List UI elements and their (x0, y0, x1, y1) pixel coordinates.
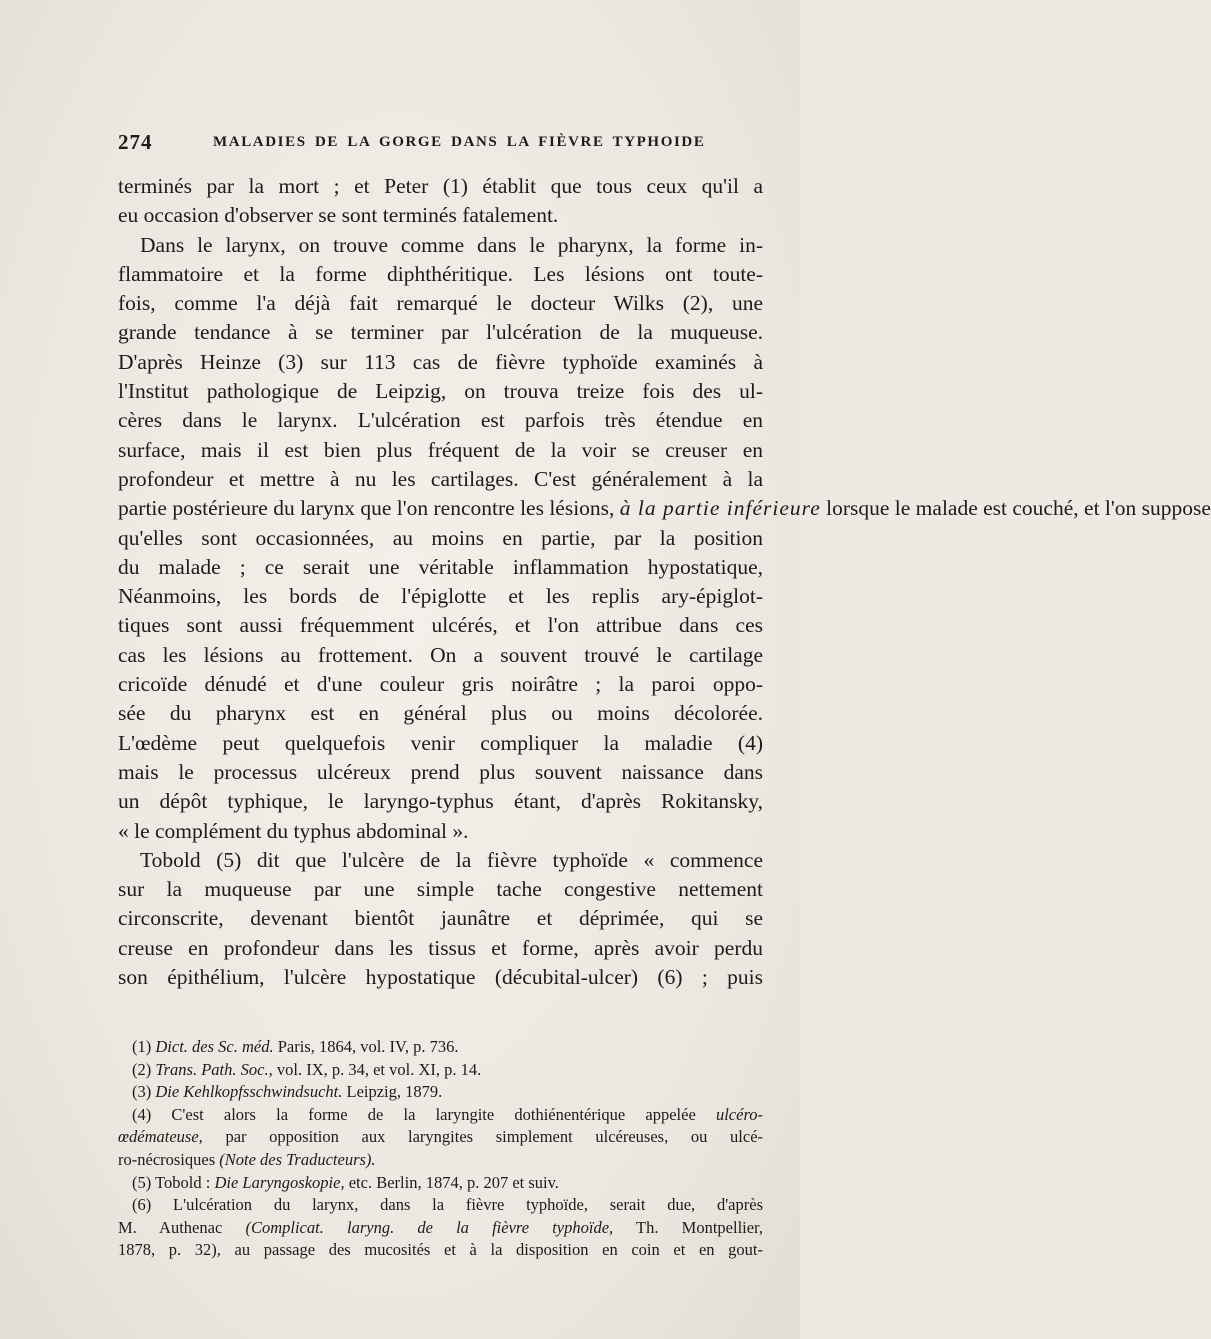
footnote-citation: (Complicat. laryng. de la fièvre typhoïde, (245, 1217, 614, 1237)
footnote-number: (3) (132, 1082, 152, 1102)
footnote-text: Tobold : (155, 1172, 211, 1192)
footnote-citation: Dict. des Sc. méd. (155, 1037, 274, 1056)
text-line: cricoïde dénudé et d'une couleur gris noirâtre ; la paroi oppo- (118, 672, 763, 697)
footnote-number: (5) (132, 1172, 152, 1192)
footnote-text: par opposition aux laryngites simplement ulcéreuses, ou ulcé- (225, 1127, 764, 1147)
footnote-4 (118, 1104, 763, 1127)
footnote-text: Paris, 1864, vol. IV, p. 736. (277, 1037, 459, 1056)
footnote-italic: œdémateuse, (118, 1127, 203, 1147)
footnote-citation: Trans. Path. Soc. (155, 1059, 269, 1079)
footnote-text: etc. Berlin, 1874, p. 207 et suiv. (348, 1172, 559, 1192)
text-line: creuse en profondeur dans les tissus et forme, après avoir perdu (118, 935, 763, 960)
text-line: grande tendance à se terminer par l'ulcération de la muqueuse. (118, 320, 763, 345)
footnote-4-end (118, 1149, 763, 1172)
italic-emphasis: à la partie inférieure (619, 496, 821, 521)
text-line: profondeur et mettre à nu les cartilages. C'est généralement à la (118, 466, 763, 491)
footnote-1 (118, 1036, 763, 1059)
text-line: l'Institut pathologique de Leipzig, on trouva treize fois des ul- (118, 379, 763, 404)
text-line: Tobold (5) dit que l'ulcère de la fièvre typhoïde « commence (140, 847, 763, 872)
text-line: Néanmoins, les bords de l'épiglotte et les replis ary-épiglot- (118, 584, 763, 609)
footnote-text: C'est alors la forme de la laryngite dothiénentérique appelée (171, 1104, 696, 1124)
footnote-citation: Die Kehlkopfsschwindsucht. (155, 1082, 343, 1102)
text-segment: partie postérieure du larynx que l'on rencontre les lésions, (118, 496, 615, 521)
page-number: 274 (118, 130, 153, 154)
text-line: mais le processus ulcéreux prend plus souvent naissance dans (118, 759, 763, 784)
footnote-text: M. Authenac (118, 1217, 223, 1237)
text-line: qu'elles sont occasionnées, au moins en partie, par la position (118, 525, 763, 550)
text-line: un dépôt typhique, le laryngo-typhus étant, d'après Rokitansky, (118, 789, 763, 814)
text-line: tiques sont aussi fréquemment ulcérés, et l'on attribue dans ces (118, 613, 763, 638)
text-line: « le complément du typhus abdominal ». (118, 818, 469, 843)
footnote-number: (1) (132, 1037, 152, 1056)
body-text (118, 172, 1211, 992)
footnote-text: ro-nécrosiques (118, 1149, 216, 1169)
text-line: fois, comme l'a déjà fait remarqué le docteur Wilks (2), une (118, 291, 763, 316)
text-line: flammatoire et la forme diphthéritique. Les lésions ont toute- (118, 261, 763, 286)
footnote-5 (118, 1172, 763, 1195)
text-line: terminés par la mort ; et Peter (1) établit que tous ceux qu'il a (118, 174, 763, 198)
text-line: son épithélium, l'ulcère hypostatique (décubital-ulcer) (6) ; puis (118, 965, 763, 990)
running-head: MALADIES DE LA GORGE DANS LA FIÈVRE TYPHOIDE (213, 134, 706, 150)
footnote-6-end (118, 1239, 763, 1262)
footnote-6 (118, 1194, 763, 1217)
text-line: sur la muqueuse par une simple tache congestive nettement (118, 877, 763, 902)
text-line: D'après Heinze (3) sur 113 cas de fièvre typhoïde examinés à (118, 349, 763, 374)
text-line: surface, mais il est bien plus fréquent de la voir se creuser en (118, 437, 763, 462)
footnote-number: (6) (132, 1195, 152, 1215)
text-line: circonscrite, devenant bientôt jaunâtre et déprimée, qui se (118, 906, 763, 931)
text-line: L'œdème peut quelquefois venir compliquer la maladie (4) (118, 730, 763, 755)
footnote-3 (118, 1081, 763, 1104)
text-line: Dans le larynx, on trouve comme dans le pharynx, la forme in- (140, 232, 763, 257)
footnote-number: (4) (132, 1104, 152, 1124)
text-line-mixed (118, 494, 1211, 523)
footnote-6-cont (118, 1217, 763, 1240)
footnote-4-cont (118, 1126, 763, 1149)
footnote-text: 1878, p. 32), au passage des mucosités et à la disposition en coin et en gout- (118, 1240, 763, 1260)
footnote-text: Leipzig, 1879. (346, 1082, 443, 1102)
text-line: sée du pharynx est en général plus ou moins décolorée. (118, 701, 763, 726)
text-line: du malade ; ce serait une véritable inflammation hypostatique, (118, 554, 763, 579)
footnote-italic: ulcéro- (715, 1104, 764, 1124)
text-line: cas les lésions au frottement. On a souvent trouvé le cartilage (118, 642, 763, 667)
footnote-number: (2) (132, 1059, 152, 1079)
footnote-2 (118, 1059, 763, 1082)
footnotes (118, 1036, 763, 1262)
page-header (118, 130, 758, 158)
footnote-text: , vol. IX, p. 34, et vol. XI, p. 14. (268, 1059, 482, 1079)
text-segment: lorsque le malade est couché, et l'on suppose (826, 496, 1211, 521)
text-line: eu occasion d'observer se sont terminés fatalement. (118, 203, 559, 228)
text-line: cères dans le larynx. L'ulcération est parfois très étendue en (118, 408, 763, 433)
footnote-citation: Die Laryngoskopie, (214, 1172, 345, 1192)
footnote-italic: (Note des Traducteurs). (219, 1149, 376, 1169)
footnote-text: L'ulcération du larynx, dans la fièvre typhoïde, serait due, d'après (173, 1195, 763, 1215)
footnote-text: Th. Montpellier, (636, 1217, 764, 1237)
